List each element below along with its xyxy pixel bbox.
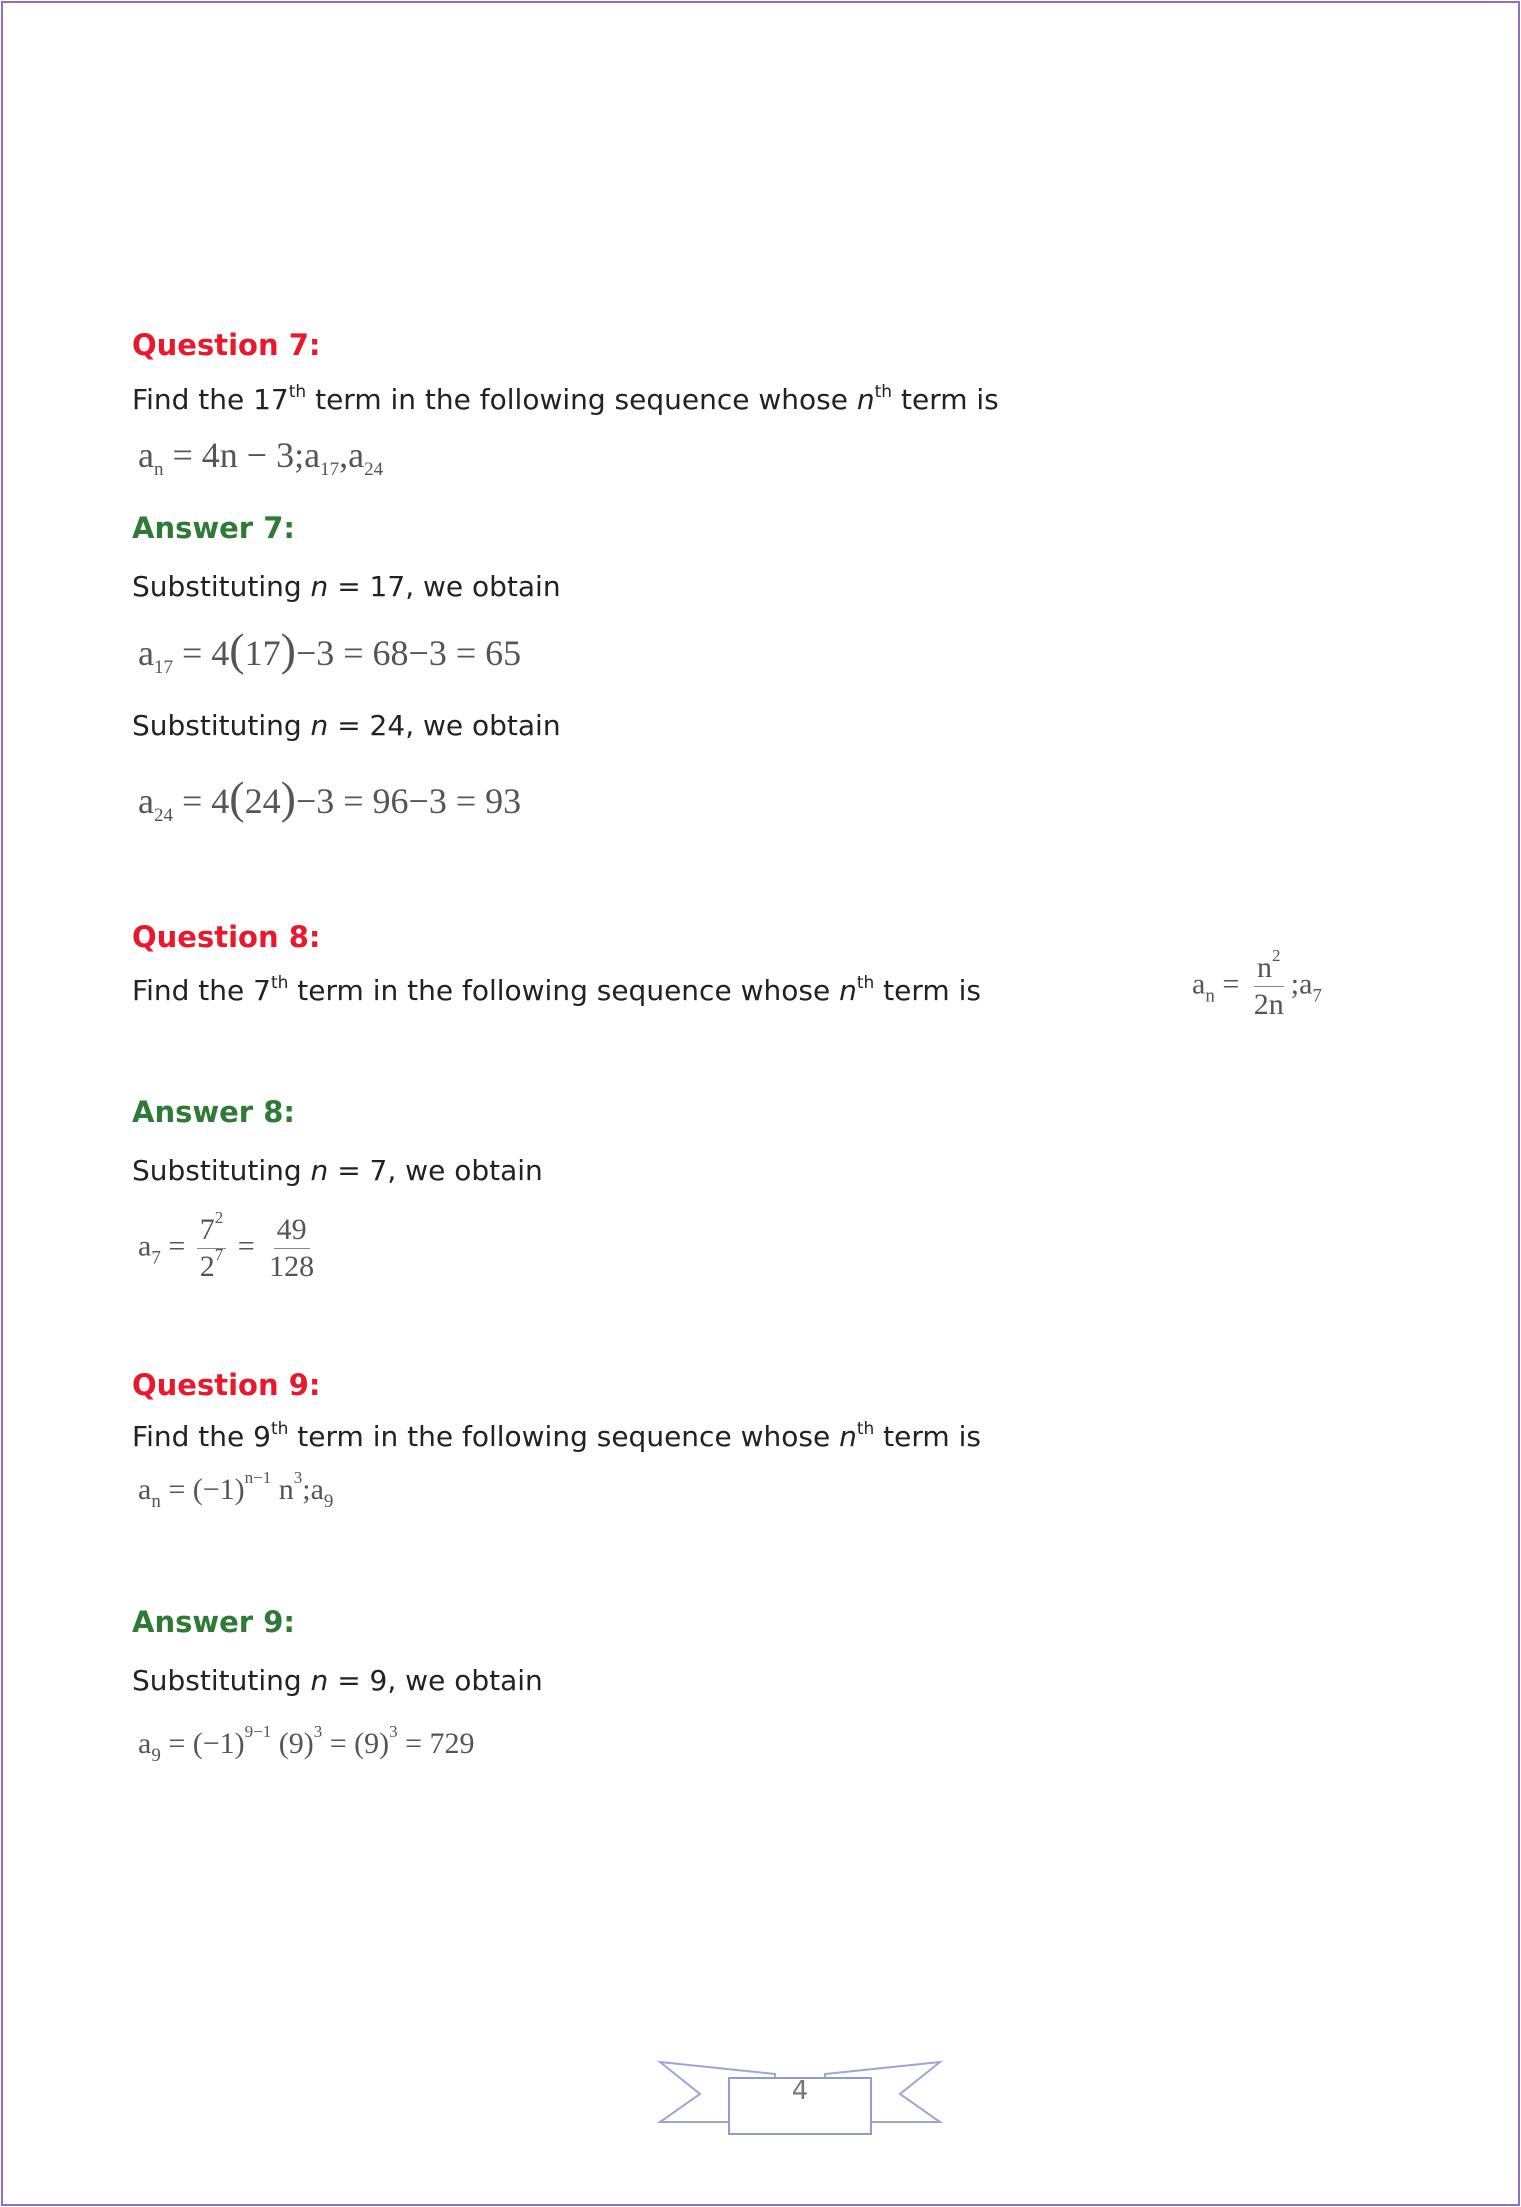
question-7-text: Find the 17th term in the following sequence whose $n^{th}$ term is (132, 382, 999, 416)
page-number-ribbon (655, 2042, 945, 2142)
answer-7-line-2: Substituting n = 24, we obtain (132, 709, 561, 742)
answer-9-formula: $a_9 = (-1)^{9-1}$ $(9)^3 = (9)^3 = 729$ (138, 1722, 475, 1766)
answer-7-formula-2: $a_{24} = 4(24)-3 = 96-3 = 93$ (138, 772, 522, 826)
question-8-heading: Question 8: (132, 920, 321, 954)
question-7-formula: $a_n = 4n$ − $3;a_{17},a_{24}$ (138, 435, 384, 480)
answer-8-formula: $a_7$ = $\frac{7^2}{2^7}$ = $\frac{49}{128}$ (138, 1208, 315, 1283)
question-9-formula: $a_n = (-1)^{n-1}$ $n^3;a_9$ (138, 1468, 334, 1512)
answer-7-formula-1: $a_{17} = 4(17)-3 = 68-3 = 65$ (138, 624, 522, 678)
answer-8-heading: Answer 8: (132, 1095, 295, 1129)
answer-7-line-1: Substituting n = 17, we obtain (132, 570, 561, 603)
question-8-formula: $a_n$ = $\frac{n^2}{2n}$ $;a_7$ (1192, 946, 1322, 1021)
question-9-text: Find the 9th term in the following sequence whose $n^{th}$ term is (132, 1419, 981, 1453)
question-7-heading: Question 7: (132, 328, 321, 362)
answer-9-line-1: Substituting n = 9, we obtain (132, 1664, 543, 1697)
question-9-heading: Question 9: (132, 1368, 321, 1402)
answer-7-heading: Answer 7: (132, 511, 295, 545)
answer-9-heading: Answer 9: (132, 1605, 295, 1639)
question-8-text: Find the 7th term in the following sequence whose $n^{th}$ term is (132, 973, 981, 1007)
answer-8-line-1: Substituting n = 7, we obtain (132, 1154, 543, 1187)
page-number: 4 (791, 2076, 809, 2106)
